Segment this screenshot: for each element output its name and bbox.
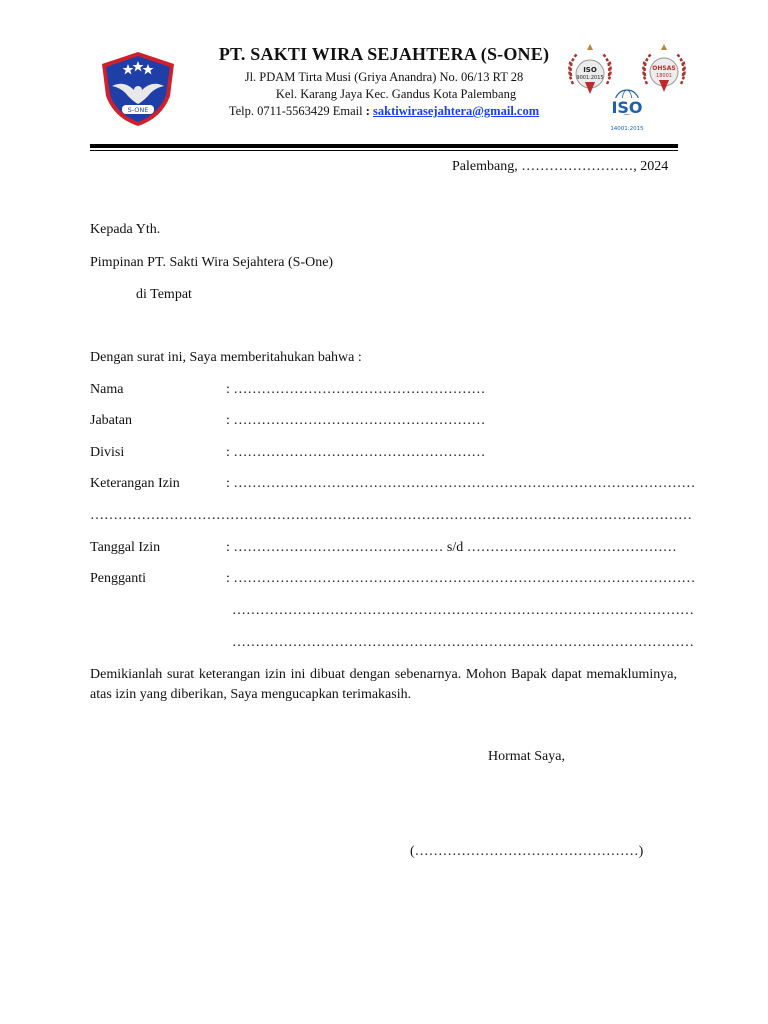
ohsas-sub: 18001 — [656, 73, 672, 79]
email-link[interactable]: saktiwirasejahtera@gmail.com — [373, 104, 540, 118]
iso9001-sub: 9001:2015 — [576, 75, 604, 81]
keterangan-field-continued[interactable]: ………………………………………………………………………………………………………………… — [90, 508, 692, 523]
divisi-label: Divisi — [90, 445, 125, 460]
company-name: PT. SAKTI WIRA SEJAHTERA (S-ONE) — [218, 44, 550, 64]
intro-text: Dengan surat ini, Saya memberitahukan bahwa : — [90, 350, 362, 365]
iso-9001-badge — [569, 44, 610, 94]
nama-label: Nama — [90, 382, 124, 397]
jabatan-label: Jabatan — [90, 413, 132, 428]
iso14001-label: ISO — [611, 98, 643, 117]
nama-field[interactable]: : ……………………………………………… — [226, 382, 486, 397]
to-label: Kepada Yth. — [90, 222, 161, 237]
address-line-1: Jl. PDAM Tirta Musi (Griya Anandra) No. 06/13 RT 28 — [244, 70, 524, 84]
closing-paragraph: Demikianlah surat keterangan izin ini dibuat dengan sebenarnya. Mohon Bapak dapat memakluminya, atas izin yang diberikan, Saya mengucapkan terimakasih. — [90, 667, 677, 702]
iso9001-label: ISO — [583, 66, 597, 74]
header-divider-thick — [90, 144, 678, 148]
logo-text: S-ONE — [127, 106, 149, 114]
keterangan-field[interactable]: : ……………………………………………………………………………………… — [226, 476, 696, 491]
pengganti-field[interactable]: : ……………………………………………………………………………………… — [226, 571, 696, 586]
iso14001-sub: 14001:2015 — [610, 126, 644, 132]
iso-14001-badge — [609, 90, 645, 132]
tanggal-field[interactable]: : ……………………………………… s/d ……………………………………… — [226, 540, 677, 555]
recipient: Pimpinan PT. Sakti Wira Sejahtera (S-One) — [90, 255, 334, 270]
header-divider-thin — [90, 150, 678, 151]
company-logo — [98, 50, 178, 128]
keterangan-label: Keterangan Izin — [90, 476, 180, 491]
ohsas-label: OHSAS — [652, 65, 676, 72]
regards: Hormat Saya, — [488, 749, 565, 764]
pengganti-field-line-3[interactable]: ……………………………………………………………………………………… — [232, 635, 694, 650]
location: di Tempat — [136, 287, 192, 302]
phone-text: Telp. 0711-5563429 Email — [228, 104, 366, 118]
divisi-field[interactable]: : ……………………………………………… — [226, 445, 486, 460]
pengganti-field-line-2[interactable]: ……………………………………………………………………………………… — [232, 603, 694, 618]
ohsas-badge — [643, 44, 684, 92]
contact-line — [200, 103, 568, 120]
jabatan-field[interactable]: : ……………………………………………… — [226, 413, 486, 428]
certification-badges — [565, 42, 693, 137]
signature-line[interactable]: (…………………………………………) — [410, 844, 644, 859]
tanggal-label: Tanggal Izin — [90, 540, 161, 555]
letterhead — [200, 44, 568, 120]
address-line-2: Kel. Karang Jaya Kec. Gandus Kota Palembang — [275, 87, 517, 101]
email-separator: : — [365, 104, 374, 118]
place-date: Palembang, ……………………, 2024 — [452, 159, 669, 174]
pengganti-label: Pengganti — [90, 571, 146, 586]
